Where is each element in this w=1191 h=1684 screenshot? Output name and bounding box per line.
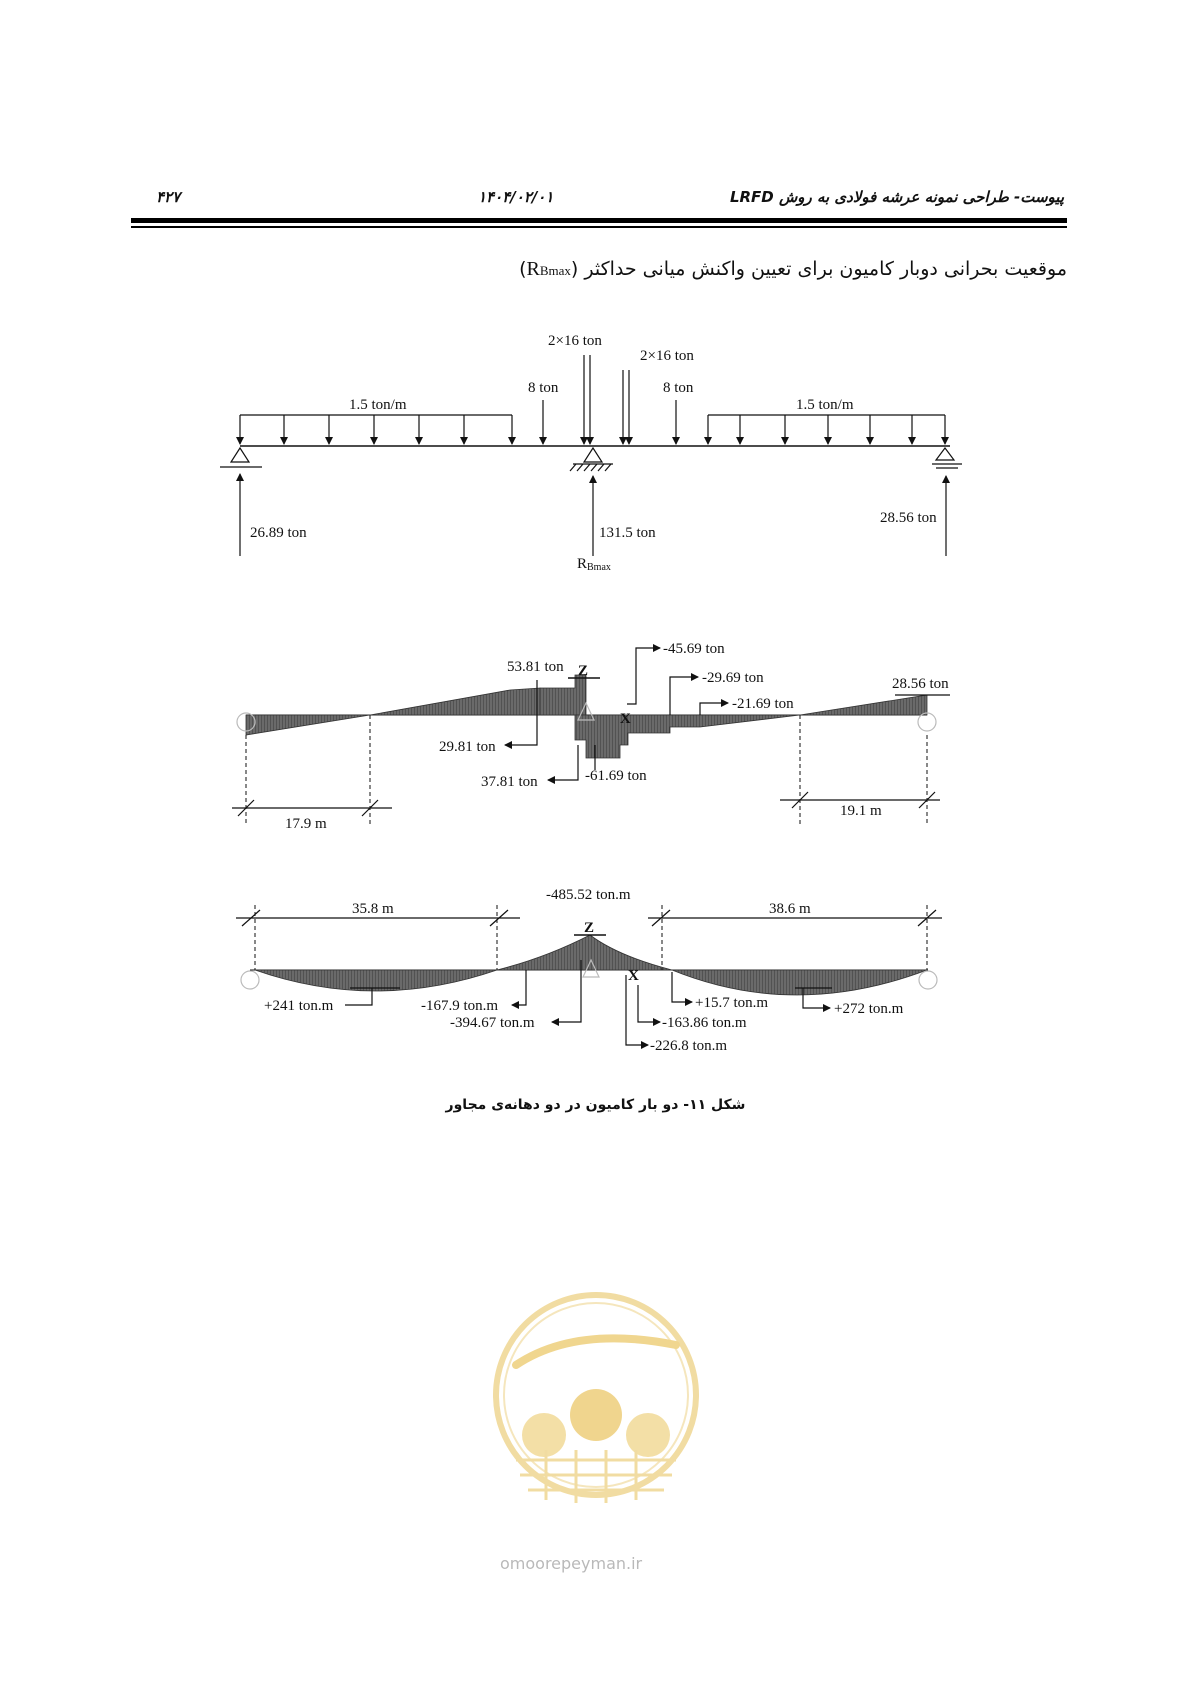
axle-a-label: 2×16 ton bbox=[548, 333, 602, 349]
dist-load-left bbox=[240, 415, 512, 444]
shear-dim-right: 19.1 m bbox=[840, 803, 882, 819]
moment-m6: +272 ton.m bbox=[834, 1001, 904, 1017]
axle-b-label: 2×16 ton bbox=[640, 348, 694, 364]
axle-8-right-label: 8 ton bbox=[663, 380, 694, 396]
moment-area-right bbox=[672, 970, 927, 995]
loading-diagram bbox=[220, 333, 962, 573]
reaction-b-label: 131.5 ton bbox=[599, 525, 656, 541]
reaction-a-label: 26.89 ton bbox=[250, 525, 307, 541]
intro-symbol-sub: Bmax bbox=[539, 263, 571, 278]
moment-m3: -394.67 ton.m bbox=[450, 1015, 535, 1031]
shear-area-right bbox=[800, 695, 927, 715]
shear-mark-z: Z bbox=[578, 663, 589, 679]
watermark-logo bbox=[486, 1285, 706, 1545]
support-right bbox=[936, 448, 954, 460]
moment-mark-x: X bbox=[628, 968, 639, 984]
moment-m2: -167.9 ton.m bbox=[421, 998, 499, 1014]
shear-v2: -29.69 ton bbox=[702, 670, 764, 686]
shear-area-left bbox=[246, 688, 540, 735]
shear-diagram bbox=[232, 641, 950, 832]
support-left bbox=[231, 448, 249, 462]
shear-v6: 29.81 ton bbox=[439, 739, 496, 755]
moment-dim-right: 38.6 m bbox=[769, 901, 811, 917]
shear-area-mid-pos bbox=[540, 675, 586, 715]
shear-v4: 53.81 ton bbox=[507, 659, 564, 675]
axle-8-left-label: 8 ton bbox=[528, 380, 559, 396]
moment-m5: -163.86 ton.m bbox=[662, 1015, 747, 1031]
dist-load-right bbox=[708, 415, 945, 444]
reaction-b-symbol: RBmax bbox=[577, 556, 611, 573]
shear-v8: -61.69 ton bbox=[585, 768, 647, 784]
shear-v5: 28.56 ton bbox=[892, 676, 949, 692]
figure-caption: شکل ۱۱- دو بار کامیون در دو دهانه‌ی مجاور bbox=[445, 1097, 746, 1113]
intro-text: موقعیت بحرانی دوبار کامیون برای تعیین واکنش میانی حداکثر ( bbox=[570, 258, 1067, 280]
shear-v3: -21.69 ton bbox=[732, 696, 794, 712]
intro-close: ) bbox=[519, 258, 527, 280]
page-number: ۴۲۷ bbox=[156, 188, 181, 206]
moment-area-mid bbox=[497, 935, 672, 970]
dist-load-left-label: 1.5 ton/m bbox=[349, 397, 407, 413]
moment-dim-left: 35.8 m bbox=[352, 901, 394, 917]
support-middle bbox=[584, 448, 602, 462]
supports bbox=[220, 448, 962, 471]
shear-v1: -45.69 ton bbox=[663, 641, 725, 657]
moment-m4: +15.7 ton.m bbox=[695, 995, 769, 1011]
shear-dim-left: 17.9 m bbox=[285, 816, 327, 832]
header-date: ۱۴۰۴/۰۲/۰۱ bbox=[478, 188, 554, 206]
reaction-c-label: 28.56 ton bbox=[880, 510, 937, 526]
moment-diagram bbox=[236, 887, 942, 1054]
moment-mark-z: Z bbox=[584, 920, 595, 936]
moment-m7: -226.8 ton.m bbox=[650, 1038, 728, 1054]
dist-load-right-label: 1.5 ton/m bbox=[796, 397, 854, 413]
shear-area-mid-neg bbox=[575, 715, 800, 758]
moment-neg-max: -485.52 ton.m bbox=[546, 887, 631, 903]
shear-mark-x: X bbox=[620, 711, 631, 727]
moment-m1: +241 ton.m bbox=[264, 998, 334, 1014]
intro-symbol: R bbox=[526, 258, 540, 280]
shear-v7: 37.81 ton bbox=[481, 774, 538, 790]
header-title: پیوست- طراحی نمونه عرشه فولادی به روش LRFD bbox=[729, 188, 1064, 206]
watermark-url: omoorepeyman.ir bbox=[500, 1554, 643, 1573]
